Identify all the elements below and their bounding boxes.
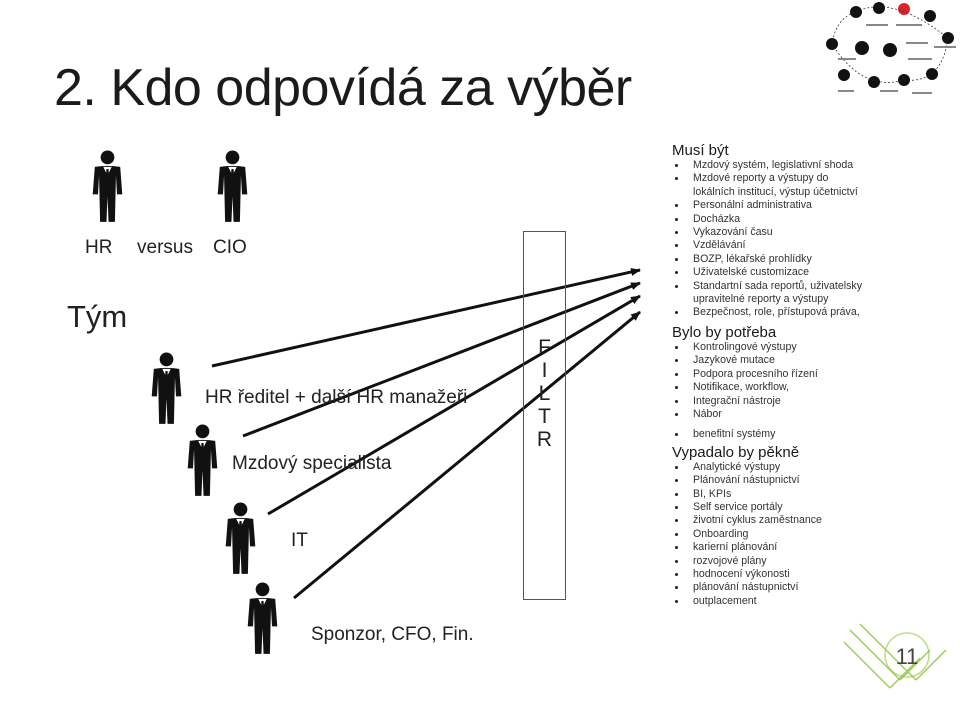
list-item: benefitní systémy bbox=[672, 428, 957, 441]
filter-letter: L bbox=[538, 382, 551, 405]
payroll-specialist-label: Mzdový specialista bbox=[232, 453, 392, 474]
list-item: Uživatelské customizace bbox=[672, 266, 957, 279]
list-item: Plánování nástupnictví bbox=[672, 474, 957, 487]
person-icon bbox=[186, 424, 219, 498]
list-item: Onboarding bbox=[672, 528, 957, 541]
list-item: Kontrolingové výstupy bbox=[672, 341, 957, 354]
filter-letter: F bbox=[538, 336, 551, 359]
nice-to-need-heading: Bylo by potřeba bbox=[672, 323, 777, 341]
list-item: Integrační nástroje bbox=[672, 395, 957, 408]
list-item: lokálních institucí, výstup účetnictví bbox=[693, 185, 858, 198]
list-item: karierní plánování bbox=[672, 541, 957, 554]
list-item: outplacement bbox=[672, 595, 957, 608]
list-item: Vzdělávání bbox=[672, 239, 957, 252]
filter-letter: R bbox=[536, 428, 553, 451]
person-icon bbox=[150, 352, 183, 426]
it-label: IT bbox=[291, 530, 308, 551]
should-have-list bbox=[672, 341, 957, 442]
hr-label: HR bbox=[85, 237, 113, 258]
list-item: Nábor bbox=[672, 408, 957, 421]
person-icon bbox=[91, 150, 124, 224]
filter-box bbox=[523, 231, 566, 600]
list-item: Analytické výstupy bbox=[672, 461, 957, 474]
list-item: BI, KPIs bbox=[672, 488, 957, 501]
requirements-list bbox=[672, 142, 957, 608]
person-icon bbox=[224, 502, 257, 576]
list-item: Mzdový systém, legislativní shoda bbox=[672, 159, 957, 172]
must-have-heading: Musí být bbox=[672, 142, 729, 159]
team-label: Tým bbox=[67, 299, 128, 334]
corner-decoration bbox=[820, 620, 960, 715]
list-item: BOZP, lékařské prohlídky bbox=[672, 253, 957, 266]
filter-letter: T bbox=[538, 405, 551, 428]
list-item: Jazykové mutace bbox=[672, 354, 957, 367]
page-number: 11 bbox=[895, 644, 919, 669]
filter-letter: I bbox=[541, 359, 548, 382]
list-item: Docházka bbox=[672, 213, 957, 226]
cio-label: CIO bbox=[213, 237, 247, 258]
filter-letters bbox=[524, 336, 565, 451]
list-item: upravitelné reporty a výstupy bbox=[693, 293, 829, 306]
list-item: Notifikace, workflow, bbox=[672, 381, 957, 394]
list-item: plánování nástupnictví bbox=[672, 581, 957, 594]
list-item: Mzdové reporty a výstupy do bbox=[672, 172, 957, 185]
list-item: Self service portály bbox=[672, 501, 957, 514]
list-item: hodnocení výkonosti bbox=[672, 568, 957, 581]
nice-to-have-heading: Vypadalo by pěkně bbox=[672, 443, 800, 461]
list-item: Bezpečnost, role, přístupová práva, bbox=[672, 306, 957, 319]
person-icon bbox=[216, 150, 249, 224]
list-item: Podpora procesního řízení bbox=[672, 368, 957, 381]
slide-title: 2. Kdo odpovídá za výběr bbox=[54, 59, 632, 117]
list-item: rozvojové plány bbox=[672, 555, 957, 568]
list-item: Personální administrativa bbox=[672, 199, 957, 212]
person-icon bbox=[246, 582, 279, 656]
sponsor-label: Sponzor, CFO, Fin. bbox=[311, 624, 474, 645]
list-item: životní cyklus zaměstnance bbox=[672, 514, 957, 527]
hr-director-label: HR ředitel + další HR manažeři bbox=[205, 387, 468, 408]
list-item: Vykazování času bbox=[672, 226, 957, 239]
arrow-hr-director bbox=[212, 270, 640, 366]
nice-to-have-list bbox=[672, 461, 957, 608]
must-have-list bbox=[672, 159, 957, 320]
list-item: Standartní sada reportů, uživatelsky bbox=[672, 280, 957, 293]
versus-label: versus bbox=[137, 237, 193, 258]
